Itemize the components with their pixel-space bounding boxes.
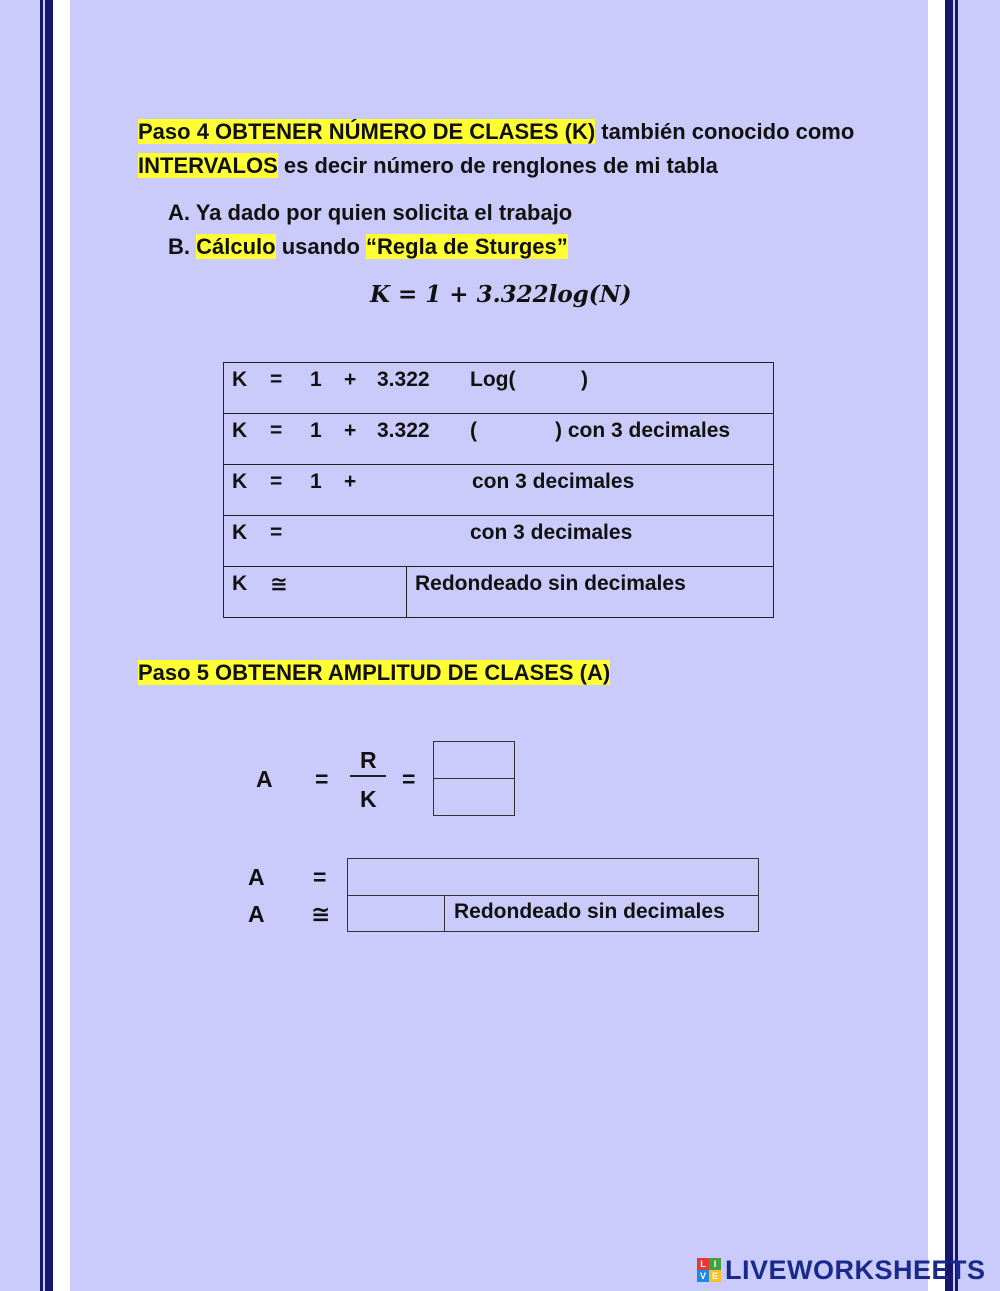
a-rounded-approx: ≅: [311, 901, 331, 927]
k-label: K: [232, 521, 248, 544]
a-rounded-note: Redondeado sin decimales: [454, 900, 725, 923]
logo-text: LIVEWORKSHEETS: [725, 1254, 986, 1285]
k-row-1: [224, 363, 774, 414]
calculo-label: Cálculo: [196, 234, 276, 259]
paren-open: (: [470, 419, 477, 442]
step4-title-rest: también conocido como: [595, 119, 855, 144]
k-label: K: [232, 470, 248, 493]
item-b: [168, 230, 568, 264]
item-a: A. Ya dado por quien solicita el trabajo: [168, 200, 573, 225]
decimals-note: ) con 3 decimales: [555, 419, 731, 442]
log-label: Log(: [470, 368, 516, 391]
a-rounded-note-cell: [444, 895, 759, 932]
a-result-box[interactable]: [347, 858, 759, 896]
logo-mark-l: L: [697, 1258, 709, 1270]
one-value: 1: [310, 368, 322, 391]
step4-heading: [138, 115, 878, 183]
step4-line2: es decir número de renglones de mi tabla: [277, 153, 718, 178]
eq-sign: =: [270, 470, 283, 493]
k-row-5: [224, 567, 774, 618]
one-value: 1: [310, 419, 322, 442]
eq-sign: =: [270, 419, 283, 442]
item-b-prefix: B.: [168, 234, 197, 259]
k-row-4: [224, 516, 774, 567]
logo-mark-i: I: [709, 1258, 721, 1270]
log-close: ): [581, 368, 588, 391]
a-result-eq: =: [313, 864, 327, 890]
logo-mark-icon: [697, 1258, 721, 1282]
logo-mark-v: V: [697, 1270, 709, 1282]
fraction-numerator: R: [360, 747, 377, 773]
right-border: [928, 0, 958, 1291]
sturges-label: “Regla de Sturges”: [366, 234, 568, 259]
fraction-bar: [350, 775, 386, 777]
item-b-mid: usando: [275, 234, 367, 259]
k-input-box[interactable]: [433, 778, 515, 816]
eq-sign: =: [270, 368, 283, 391]
a-rounded-label: A: [248, 901, 265, 927]
k-table: [223, 362, 774, 618]
decimals-note: con 3 decimales: [472, 470, 635, 493]
step5-title: Paso 5 OBTENER AMPLITUD DE CLASES (A): [138, 660, 611, 685]
k-row-2: [224, 414, 774, 465]
a-eq-sign: =: [315, 766, 329, 792]
k-label: K: [232, 419, 248, 442]
intervalos-label: INTERVALOS: [138, 153, 278, 178]
k-label: K: [232, 368, 248, 391]
a-label: A: [256, 766, 273, 792]
coef-value: 3.322: [377, 368, 430, 391]
eq-sign: =: [270, 521, 283, 544]
plus-sign: +: [344, 368, 357, 391]
a-eq-sign-2: =: [402, 766, 416, 792]
left-border: [40, 0, 70, 1291]
liveworksheets-logo: [697, 1256, 986, 1284]
sturges-formula: K = 1 + 3.322log(N): [370, 281, 632, 308]
plus-sign: +: [344, 470, 357, 493]
rounded-note: Redondeado sin decimales: [415, 572, 686, 595]
decimals-note: con 3 decimales: [470, 521, 633, 544]
k-row-3: [224, 465, 774, 516]
coef-value: 3.322: [377, 419, 430, 442]
r-input-box[interactable]: [433, 741, 515, 779]
k-label: K: [232, 572, 248, 595]
fraction-denominator: K: [360, 786, 377, 812]
one-value: 1: [310, 470, 322, 493]
step4-title: Paso 4 OBTENER NÚMERO DE CLASES (K): [138, 119, 596, 144]
step5-heading: [138, 656, 610, 690]
approx-sign: ≅: [270, 573, 288, 596]
a-result-label: A: [248, 864, 265, 890]
a-rounded-box[interactable]: [347, 895, 445, 932]
plus-sign: +: [344, 419, 357, 442]
logo-mark-e: E: [709, 1270, 721, 1282]
